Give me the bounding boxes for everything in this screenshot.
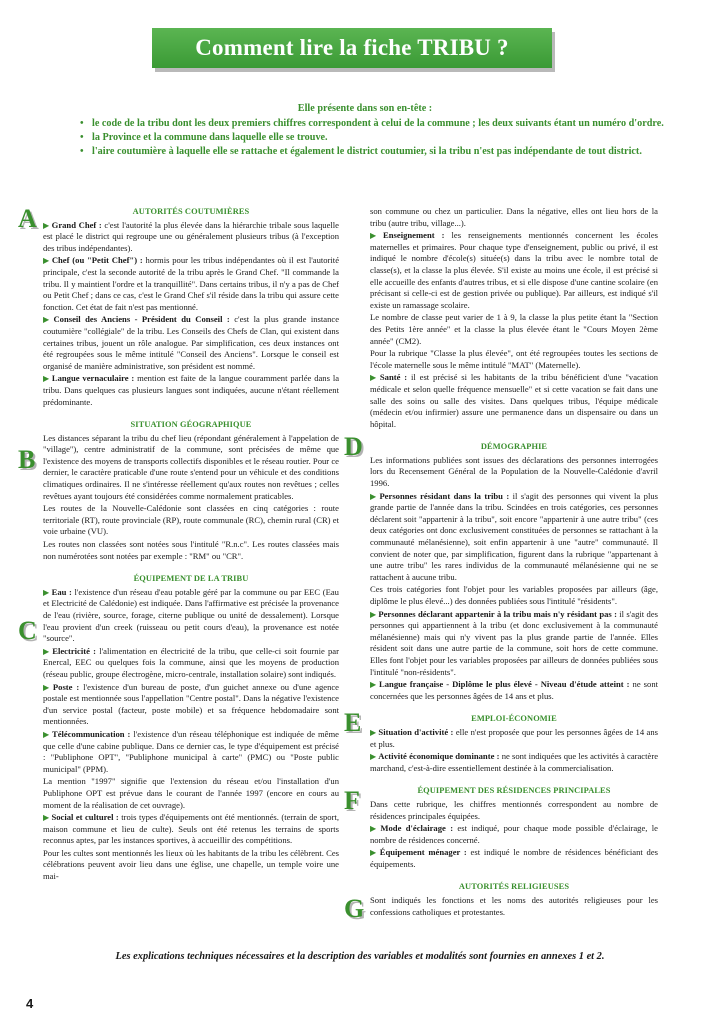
triangle-right-icon: ▶ — [370, 231, 382, 241]
paragraph-personnes-residant — [370, 491, 658, 584]
paragraph-text: les renseignements mentionnés concernent les écoles maternelles et primaires. Pour chaque type d'enseignement, public ou privé, il est indiqué le nombre d'école(s) située(s) dans la tribu avec le nombre total de classe(s), et la classe la plus élevée. S'il existe au moins une école, il est précisé si elle accueille des enfants d'autres tribus, et si elle dispose d'une cantine scolaire (en précisant si celle-ci est de gestion privée ou publique). Par ailleurs, est indiqué s'il existe un ramassage scolaire. — [370, 230, 658, 310]
right-column — [370, 206, 658, 919]
paragraph-text: elle n'est proposée que pour les personnes âgées de 14 ans et plus. — [370, 726, 659, 749]
intro-bullet: • l'aire coutumière à laquelle elle se rattache et également le district coutumier, si la tribu n'est pas indépendante de tout district. — [80, 145, 670, 159]
intro-bullet: • la Province et la commune dans laquelle elle se trouve. — [80, 131, 670, 145]
paragraph-residences: Dans cette rubrique, les chiffres mentionnés correspondent au nombre de résidences principales équipées. — [370, 798, 658, 821]
paragraph-text: est indiqué, pour chaque mode possible d'éclairage, le nombre de résidences concerné. — [370, 823, 658, 845]
paragraph-activite-dominante — [370, 751, 658, 774]
paragraph-equipement-menager — [370, 847, 658, 870]
section-letter-d: D — [344, 432, 363, 461]
triangle-right-icon: ▶ — [370, 680, 378, 690]
paragraph-text: l'alimentation en électricité de la tribu, que celle-ci soit fournie par Enercal, EEC ou quelques fois la commune, ainsi que les moyens de production (réseau public, groupe électrogène, micro-centrale, installation solaire) sont indiqués. — [43, 645, 339, 679]
paragraph-cultes-suite: son commune ou chez un particulier. Dans la négative, elles ont lieu hors de la tribu (autre tribu, village...). — [370, 206, 658, 228]
triangle-right-icon: ▶ — [43, 256, 50, 266]
paragraph-text: l'existence d'un réseau téléphonique est indiquée de même que celle d'une cabine publique. Dans ce dernier cas, le type d'équipement est précisé : "Publiphone OPT", "Publiphone municipal à carte" (PMC) ou "Poste public municipal" (PPM). — [43, 728, 339, 774]
triangle-right-icon: ▶ — [43, 220, 50, 230]
paragraph-text: mention est faite de la langue couramment parlée dans la tribu. Dans quelques cas plusieurs langues sont indiquées, aucune n'étant réellement prédominante. — [43, 373, 340, 407]
triangle-right-icon: ▶ — [370, 491, 378, 501]
paragraph-text: c'est la plus grande instance coutumière "collégiale" de la tribu. Les Conseils des Chefs de Clan, qui existent dans certaines tribus, jouent un rôle analogue. Par simplification, ces deux instances ont été regroupées sous le même intitulé "Conseil des Anciens". Lorsque le conseil est organisé de manière administrative, son président est nommé. — [43, 314, 340, 371]
paragraph-enseignement — [370, 230, 658, 311]
paragraph-text: l'existence d'un réseau d'eau potable géré par la commune ou par EEC (Eau et Electricité de Calédonie) est indiquée. Dans l'affirmative est précisée la provenance de l'eau (rivière, source, forage, citerne publique ou unité de dessalement). Lorsque l'eau provient d'un creek (ruisseau ou petit cours d'eau), la provenance est notée "source". — [43, 586, 339, 644]
term-label: Situation d'activité : — [378, 726, 454, 737]
paragraph-text: il s'agit des personnes qui appartiennent à la tribu (et donc exclusivement à la communauté mélanésienne) mais qui n'y vivent pas la plus grande partie de l'année. Elles résident soit dans une autre partie de la commune, soit hors de cette commune. Elles font l'objet pour les variables proposées par ailleurs de données publiées sous l'intitulé "non-résidents". — [370, 608, 658, 677]
triangle-right-icon: ▶ — [43, 646, 51, 656]
paragraph-mention-1997: La mention "1997" signifie que l'extension du réseau et/ou l'installation d'un Publiphone OPT est prévue dans le courant de l'année 1997 (encore en cours au moment de la réalisation de cet ouvrage). — [43, 776, 339, 810]
paragraph-mode-eclairage — [370, 823, 658, 846]
section-title-demographie: DÉMOGRAPHIE — [480, 442, 548, 452]
paragraph-situation-activite — [370, 727, 658, 750]
paragraph-trois-categories: Ces trois catégories font l'objet pour les variables proposées par ailleurs (âge, diplôme le plus élevé...) des données publiées sous l'intitulé "résidents". — [370, 584, 658, 606]
paragraph-langue-francaise — [370, 679, 658, 702]
section-title-autorites-religieuses: AUTORITÉS RELIGIEUSES — [458, 882, 570, 892]
section-title-emploi-economie: EMPLOI-ÉCONOMIE — [471, 714, 557, 724]
paragraph-routes: Les routes de la Nouvelle-Calédonie sont classées en cinq catégories : route territoriale (RT), route provinciale (RP), route communale (RC), chemin rural (CR) et voie urbaine (VU). — [43, 503, 339, 537]
section-title-equipement-tribu: ÉQUIPEMENT DE LA TRIBU — [133, 574, 249, 584]
paragraph-personnes-non-residant — [370, 609, 658, 679]
paragraph-informations: Les informations publiées sont issues des déclarations des personnes interrogées lors du Recensement Général de la Population de la Nouvelle-Calédonie d'avril 1996. — [370, 454, 658, 489]
paragraph-sante — [370, 372, 658, 430]
term-label: Activité économique dominante : — [378, 751, 500, 762]
triangle-right-icon: ▶ — [43, 315, 52, 325]
paragraph-text: hormis pour les tribus indépendantes où il est l'autorité principale, c'est la seconde autorité de la tribu après le Grand Chef. "Il commande la tribu. Il y maintient l'ordre et la tranquillité". Dans certains tribus, il n'y a pas de Chef ou Petit Chef ; dans ce cas, c'est le Grand Chef s'il réside dans la tribu qui assure cette fonction. Cet état de fait n'est pas mentionné. — [43, 255, 340, 312]
paragraph-grand-chef — [43, 220, 339, 255]
triangle-right-icon: ▶ — [370, 373, 378, 383]
section-letter-c: C — [18, 616, 37, 645]
intro-lead: Elle présente dans son en-tête : — [297, 103, 433, 114]
term-label: Grand Chef : — [51, 219, 102, 230]
section-letter-e: E — [344, 708, 362, 737]
paragraph-distances: Les distances séparant la tribu du chef lieu (répondant généralement à l'appelation de "village"), centre administratif de la commune, sont précisées de même que l'existence des moyens de transports collectifs disponibles et le réseau routier. Pour ce dernier, le caractère praticable d'une route s'entend pour un véhicule et des conditions climatiques ordinaires. Il ne s'intéresse réellement qu'aux routes non revêtues ; celles revêtues ayant toujours été considérées comme normalement praticables. — [43, 432, 339, 501]
paragraph-text: il est précisé si les habitants de la tribu bénéficient d'une "vacation médicale et selon quelle fréquence mensuelle" et si cette vacation se fait dans une salle des soins ou salle des visites. Dans quelques tribus, l'équipe médicale (médecin et/ou infirmier) assure une permanence dans un dispensaire ou dans un hôpital. — [370, 372, 659, 429]
section-letter-a: A — [18, 204, 37, 233]
triangle-right-icon: ▶ — [43, 813, 50, 823]
triangle-right-icon: ▶ — [43, 374, 50, 384]
triangle-right-icon: ▶ — [370, 752, 377, 762]
triangle-right-icon: ▶ — [370, 824, 379, 834]
paragraph-classe-elevee: Pour la rubrique "Classe la plus élevée", ont été regroupées toutes les sections de l'école maternelle sous le même intitulé "MAT" (Maternelle). — [370, 348, 658, 370]
term-label: Langue française - Diplôme le plus élevé - Niveau d'étude atteint : — [379, 679, 630, 690]
term-label: Personnes résidant dans la tribu : — [379, 490, 510, 501]
triangle-right-icon: ▶ — [43, 587, 50, 597]
paragraph-telecommunication — [43, 729, 339, 775]
paragraph-text: ne sont indiquées que les activités à caractère marchand, c'est-à-dire essentiellement destinée à la commercialisation. — [370, 751, 659, 773]
paragraph-langue-vernaculaire — [43, 373, 339, 408]
paragraph-autorites-religieuses: Sont indiqués les fonctions et les noms des autorités religieuses pour les confessions catholiques et protestantes. — [370, 895, 658, 917]
triangle-right-icon: ▶ — [370, 848, 378, 858]
paragraph-eau — [43, 587, 339, 645]
paragraph-text: il s'agit des personnes qui vivent la plus grande partie de l'année dans la tribu. Scindées en trois catégories, ces personnes déclarent soit "appartenir à la tribu", soit encore "appartenir à une autre tribu" (ces deux catégories ont donc exclusivement constituées de personnes se rattachant à la communauté mélanésienne), soit enfin appartenir à une "autre" communauté. Il convient de noter que, par simplification, figurent dans la rubrique "appartenant à une autre tribu" les rares individus de la communauté mélanésienne qui ne se rattachent à aucune tribu. — [370, 490, 658, 582]
paragraph-cultes: Pour les cultes sont mentionnés les lieux où les habitants de la tribu les célèbrent. Ces célébrations peuvent avoir lieu dans une église, une chapelle, un temple voire une mai- — [43, 847, 339, 882]
term-label: Conseil des Anciens - Président du Conseil : — [53, 314, 230, 325]
term-label: Social et culturel : — [51, 812, 119, 823]
term-label: Équipement ménager : — [379, 847, 467, 858]
term-label: Chef (ou "Petit Chef") : — [51, 255, 143, 266]
term-label: Eau : — [51, 586, 72, 597]
intro-list — [60, 117, 670, 159]
triangle-right-icon: ▶ — [370, 727, 377, 737]
paragraph-text: l'existence d'un bureau de poste, d'un guichet annexe ou d'une agence postale est mentionnée sous l'appellation "Centre postal". Dans la négative l'existence d'un service postal (facteur, poste mobile) et sa fréquence hebdomadaire sont mentionnées. — [43, 681, 339, 727]
paragraph-chef — [43, 255, 339, 313]
section-letter-b: B — [18, 445, 36, 474]
term-label: Santé : — [379, 372, 408, 383]
title-banner — [152, 28, 552, 68]
footer-note: Les explications techniques nécessaires et la description des variables et modalités sont fournies en annexes 1 et 2. — [115, 951, 605, 962]
page-title: Comment lire la fiche TRIBU ? — [195, 35, 509, 60]
paragraph-text: est indiqué le nombre de résidences bénéficiant des équipements. — [370, 847, 658, 869]
paragraph-routes-non-classees: Les routes non classées sont notées sous l'intitulé "R.n.c". Les routes classées mais non numérotées sont notées par exemple : "RM" ou "CR". — [43, 539, 339, 561]
paragraph-social-culturel — [43, 812, 339, 847]
paragraph-poste — [43, 682, 339, 728]
term-label: Enseignement : — [383, 230, 445, 241]
paragraph-nombre-classes: Le nombre de classe peut varier de 1 à 9, la classe la plus petite étant la "Section des Petits 1ère année" et la classe la plus élevée étant le "Cours Moyen 2ème année" (CM2). — [370, 312, 658, 346]
paragraph-text: trois types d'équipements ont été mentionnés. (terrain de sport, maison commune et lieu de culte). Seuls ont été retenus les terrains de sports reconnus aptes, par les instances sportives, à accueillir des compétitions. — [43, 812, 339, 846]
section-title-situation-geographique: SITUATION GÉOGRAPHIQUE — [130, 420, 252, 430]
term-label: Mode d'éclairage : — [380, 823, 454, 834]
term-label: Electricité : — [52, 645, 97, 656]
section-title-autorites-coutumieres: AUTORITÉS COUTUMIÈRES — [132, 207, 250, 216]
section-title-equipement-residences: ÉQUIPEMENT DES RÉSIDENCES PRINCIPALES — [417, 786, 611, 796]
left-column — [43, 206, 339, 884]
intro-block — [60, 102, 670, 159]
paragraph-electricite — [43, 646, 339, 681]
section-letter-g: G — [344, 894, 365, 923]
paragraph-conseil-anciens — [43, 314, 339, 372]
section-letter-f: F — [344, 786, 360, 815]
triangle-right-icon: ▶ — [370, 609, 377, 619]
paragraph-text: c'est l'autorité la plus élevée dans la hiérarchie tribale sous laquelle est placé le district qui regroupe une ou généralement plusieurs tribus (à l'exception des tribus indépendantes). — [43, 219, 339, 253]
page-number: 4 — [26, 996, 34, 1011]
term-label: Langue vernaculaire : — [51, 373, 135, 384]
paragraph-text: ne sont concernées que les personnes âgées de 14 ans et plus. — [370, 679, 659, 701]
triangle-right-icon: ▶ — [43, 682, 51, 692]
intro-bullet: • le code de la tribu dont les deux premiers chiffres correspondent à celui de la commune ; les deux suivants étant un numéro d'ordre. — [80, 117, 670, 131]
term-label: Télécommunication : — [51, 728, 131, 739]
term-label: Poste : — [52, 681, 80, 692]
term-label: Personnes déclarant appartenir à la tribu mais n'y résidant pas : — [378, 608, 617, 619]
triangle-right-icon: ▶ — [43, 729, 50, 739]
